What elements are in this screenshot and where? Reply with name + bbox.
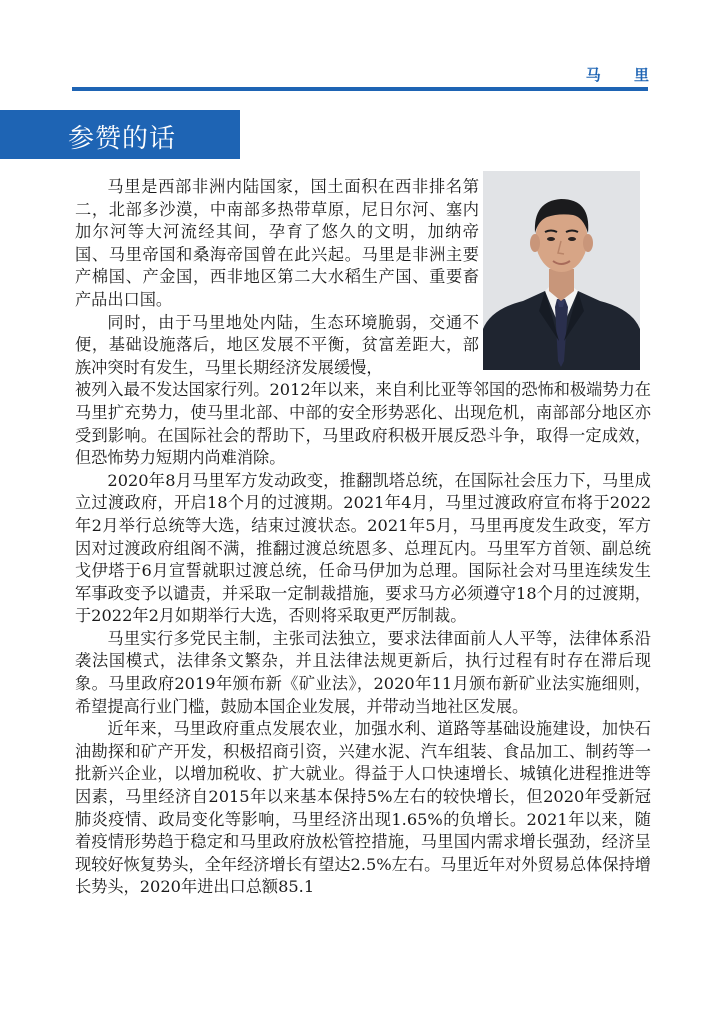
header-rule [72, 87, 648, 91]
article-body [75, 176, 651, 899]
header-title: 马 里 [585, 66, 663, 84]
paragraph-1: 马里是西部非洲内陆国家，国土面积在西非排名第二，北部多沙漠，中南部多热带草原，尼日尔河、塞内加尔河等大河流经其间，孕育了悠久的文明，加纳帝国、马里帝国和桑海帝国曾在此兴起。马里是非洲主要产棉国、产金国，西非地区第二大水稻生产国、重要畜产品出口国。 [75, 177, 479, 309]
paragraph-2: 同时，由于马里地处内陆，生态环境脆弱，交通不便，基础设施落后，地区发展不平衡，贫富差距大，部族冲突时有发生，马里长期经济发展缓慢， [75, 312, 479, 377]
paragraph-2-continued: 被列入最不发达国家行列。2012年以来，来自利比亚等邻国的恐怖和极端势力在马里扩充势力，使马里北部、中部的安全形势恶化、出现危机，南部部分地区亦受到影响。在国际社会的帮助下，马里政府积极开展反恐斗争，取得一定成效，但恐怖势力短期内尚难消除。 [75, 380, 651, 468]
section-title: 参赞的话 [68, 124, 177, 154]
paragraph-3: 2020年8月马里军方发动政变，推翻凯塔总统，在国际社会压力下，马里成立过渡政府，开启18个月的过渡期。2021年4月，马里过渡政府宣布将于2022年2月举行总统等大选，结束过渡状态。2021年5月，马里再度发生政变，军方因对过渡政府组阁不满，推翻过渡总统恩多、总理瓦内。马里军方首领、副总统戈伊塔于6月宣誓就职过渡总统，任命马伊加为总理。国际社会对马里连续发生军事政变予以谴责，并采取一定制裁措施，要求马方必须遵守18个月的过渡期，于2022年2月如期举行大选，否则将采取更严厉制裁。 [75, 470, 651, 626]
paragraph-4: 马里实行多党民主制，主张司法独立，要求法律面前人人平等，法律体系沿袭法国模式，法律条文繁杂，并且法律法规更新后，执行过程有时存在滞后现象。马里政府2019年颁布新《矿业法》，2020年11月颁布新矿业法实施细则，希望提高行业门槛，鼓励本国企业发展，并带动当地社区发展。 [75, 628, 651, 716]
paragraph-5: 近年来，马里政府重点发展农业，加强水利、道路等基础设施建设，加快石油勘探和矿产开发，积极招商引资，兴建水泥、汽车组装、食品加工、制药等一批新兴企业，以增加税收、扩大就业。得益于人口快速增长、城镇化进程推进等因素，马里经济自2015年以来基本保持5%左右的较快增长，但2020年受新冠肺炎疫情、政局变化等影响，马里经济出现1.65%的负增长。2021年以来，随着疫情形势趋于稳定和马里政府放松管控措施，马里国内需求增长强劲，经济呈现较好恢复势头，全年经济增长有望达2.5%左右。马里近年对外贸易总体保持增长势头，2020年进出口总额85.1 [75, 719, 651, 897]
